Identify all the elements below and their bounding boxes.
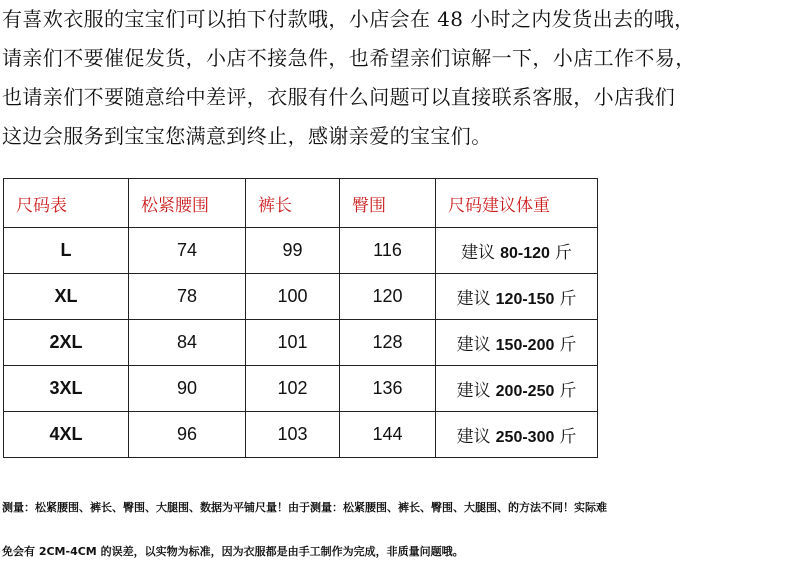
size-cell: L [4,228,129,274]
rec-word: 建议 [461,243,496,263]
hip-cell: 120 [340,274,436,320]
size-cell: 2XL [4,320,129,366]
rec-unit: 斤 [559,335,577,355]
table-row [4,274,598,320]
table-row [4,412,598,458]
recommended-weight-cell [436,366,598,412]
rec-word: 建议 [456,427,491,447]
size-chart-table [3,178,598,458]
length-cell: 103 [246,412,340,458]
rec-range: 150-200 [495,337,555,354]
hip-cell: 128 [340,320,436,366]
rec-range: 200-250 [495,383,555,400]
header-hip: 臀围 [340,179,436,228]
rec-range: 250-300 [495,429,555,446]
waist-cell: 84 [129,320,246,366]
hip-cell: 144 [340,412,436,458]
shop-notice [2,0,798,156]
rec-word: 建议 [456,289,491,309]
header-waist: 松紧腰围 [129,179,246,228]
measurement-note-line-1: 测量：松紧腰围、裤长、臀围、大腿围、数据为平铺尺量！由于测量：松紧腰围、裤长、臀围、大腿围、的方法不同！实际难 [2,501,607,514]
size-cell: XL [4,274,129,320]
recommended-weight-cell [436,274,598,320]
size-cell: 3XL [4,366,129,412]
table-row [4,320,598,366]
rec-unit: 斤 [559,427,577,447]
rec-range: 80-120 [500,245,550,262]
header-length: 裤长 [246,179,340,228]
table-row [4,228,598,274]
header-size: 尺码表 [4,179,129,228]
notice-line-1: 有喜欢衣服的宝宝们可以拍下付款哦，小店会在 48 小时之内发货出去的哦， [2,7,695,31]
waist-cell: 74 [129,228,246,274]
header-recommended-weight: 尺码建议体重 [436,179,598,228]
length-cell: 100 [246,274,340,320]
length-cell: 102 [246,366,340,412]
hip-cell: 116 [340,228,436,274]
length-cell: 101 [246,320,340,366]
recommended-weight-cell [436,228,598,274]
recommended-weight-cell [436,320,598,366]
table-row [4,366,598,412]
notice-line-2: 请亲们不要催促发货，小店不接急件，也希望亲们谅解一下，小店工作不易， [2,46,696,70]
notice-line-4: 这边会服务到宝宝您满意到终止，感谢亲爱的宝宝们。 [2,124,492,148]
rec-unit: 斤 [559,289,577,309]
waist-cell: 78 [129,274,246,320]
rec-unit: 斤 [559,381,577,401]
recommended-weight-cell [436,412,598,458]
hip-cell: 136 [340,366,436,412]
rec-unit: 斤 [554,243,572,263]
notice-line-3: 也请亲们不要随意给中差评，衣服有什么问题可以直接联系客服，小店我们 [2,85,676,109]
size-cell: 4XL [4,412,129,458]
length-cell: 99 [246,228,340,274]
waist-cell: 90 [129,366,246,412]
waist-cell: 96 [129,412,246,458]
measurement-note-line-2: 免会有 2CM-4CM 的误差，以实物为标准，因为衣服都是由手工制作为完成，非质量问题哦。 [2,545,464,558]
rec-range: 120-150 [495,291,555,308]
rec-word: 建议 [456,381,491,401]
size-chart-header-row [4,179,598,228]
rec-word: 建议 [456,335,491,355]
